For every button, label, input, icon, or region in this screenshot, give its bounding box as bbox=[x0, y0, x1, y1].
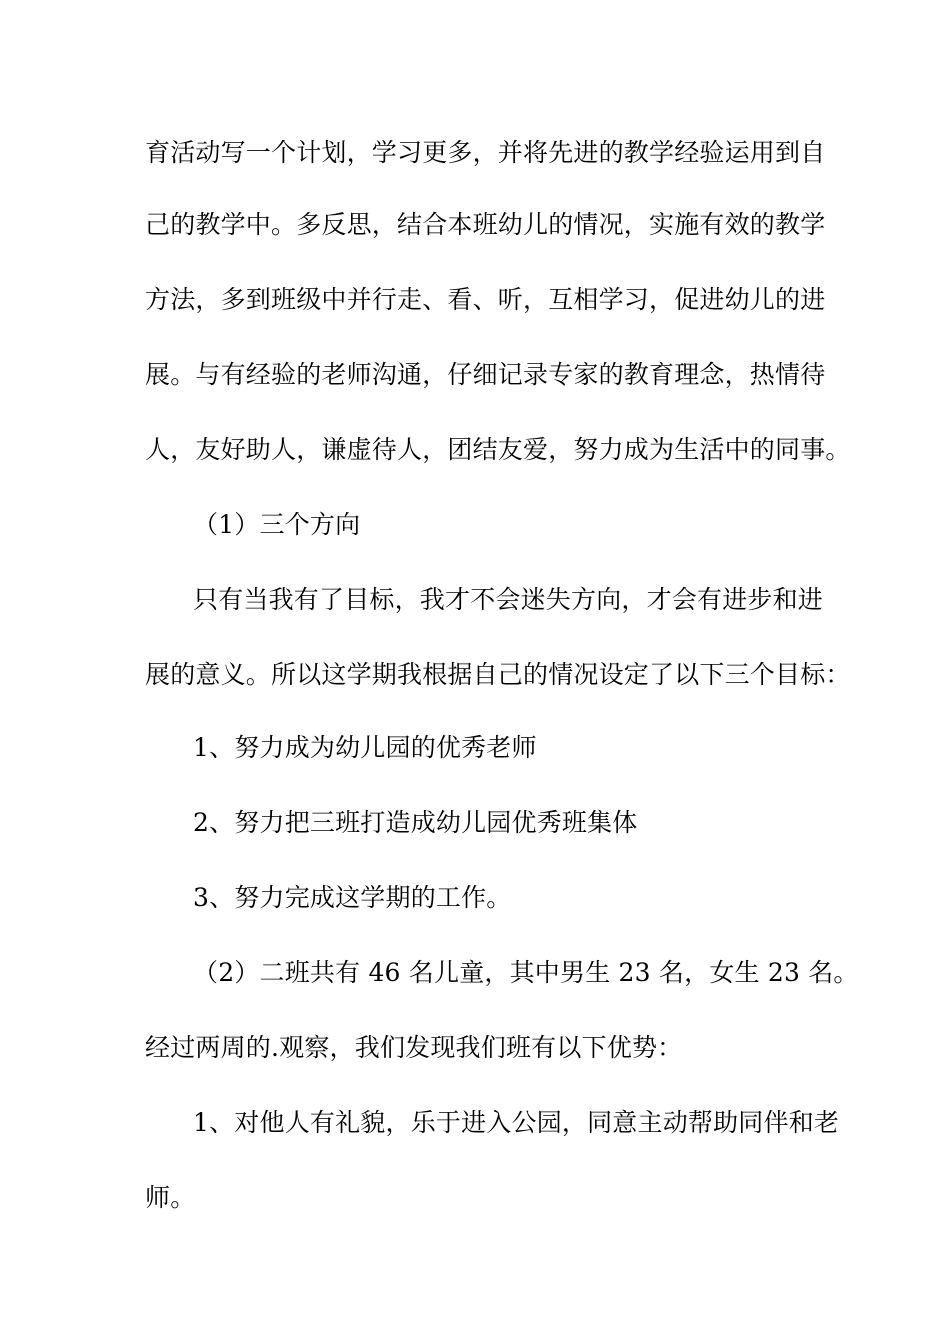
paragraph-line: 展的意义。所以这学期我根据自己的情况设定了以下三个目标： bbox=[145, 660, 851, 689]
paragraph-line: 人，友好助人，谦虚待人，团结友爱，努力成为生活中的同事。 bbox=[145, 435, 851, 464]
list-item: 1、对他人有礼貌，乐于进入公园，同意主动帮助同伴和老 bbox=[193, 1108, 840, 1137]
list-item: 2、努力把三班打造成幼儿园优秀班集体 bbox=[193, 808, 638, 837]
paragraph-line: 展。与有经验的老师沟通，仔细记录专家的教育理念，热情待 bbox=[145, 360, 826, 389]
section-heading: （1）三个方向 bbox=[193, 510, 361, 539]
paragraph-line: 只有当我有了目标，我才不会迷失方向，才会有进步和进 bbox=[193, 585, 824, 614]
paragraph-line: 己的教学中。多反思，结合本班幼儿的情况，实施有效的教学 bbox=[145, 210, 826, 239]
paragraph-line: 经过两周的.观察，我们发现我们班有以下优势： bbox=[145, 1033, 683, 1062]
paragraph-line: 方法，多到班级中并行走、看、听，互相学习，促进幼儿的进 bbox=[145, 285, 826, 314]
paragraph-line: 育活动写一个计划，学习更多，并将先进的教学经验运用到自 bbox=[145, 138, 826, 167]
list-item: 1、努力成为幼儿园的优秀老师 bbox=[193, 733, 537, 762]
list-item: 3、努力完成这学期的工作。 bbox=[193, 883, 512, 912]
paragraph-line: 师。 bbox=[145, 1183, 196, 1212]
section-heading: （2）二班共有 46 名儿童，其中男生 23 名，女生 23 名。 bbox=[193, 958, 859, 987]
